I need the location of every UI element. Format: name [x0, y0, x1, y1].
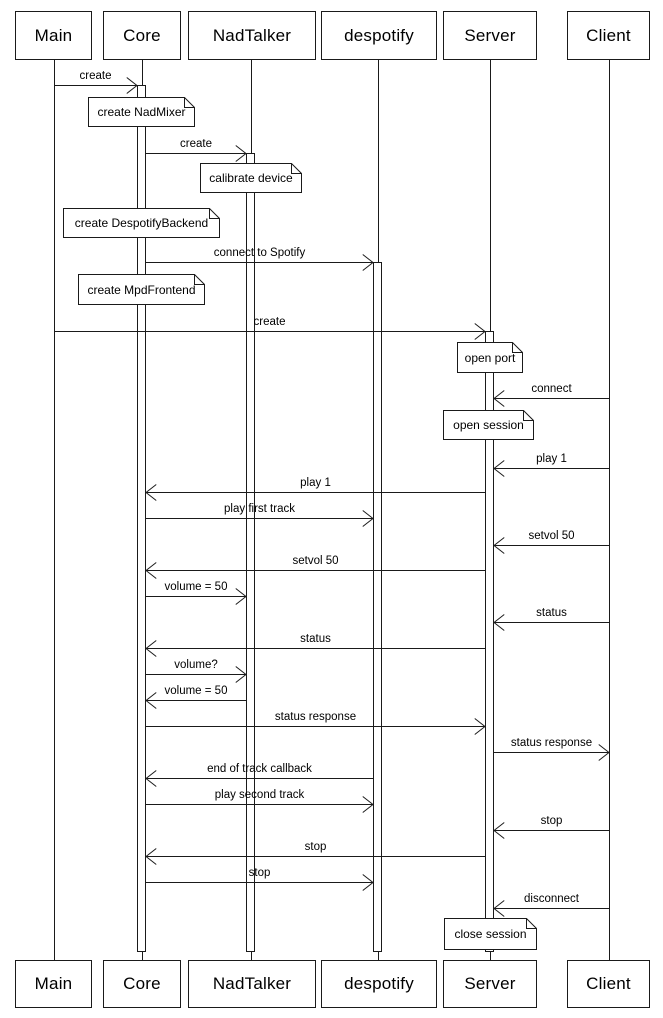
- message-line-connect: [494, 398, 609, 399]
- message-line-disconnect: [494, 908, 609, 909]
- message-label-status: status: [300, 633, 331, 645]
- participant-label: despotify: [344, 25, 414, 45]
- message-line-status: [494, 622, 609, 623]
- arrowhead-icon: [362, 804, 373, 813]
- message-label-disconnect: disconnect: [524, 893, 579, 905]
- note-open-session: [443, 410, 534, 440]
- participant-server-top: [443, 11, 537, 60]
- note-close-session: [444, 918, 537, 950]
- arrowhead-icon: [494, 908, 505, 917]
- participant-label: Core: [123, 25, 161, 45]
- message-line-create: [54, 331, 485, 332]
- message-label-stop: stop: [248, 867, 271, 879]
- message-line-stop: [146, 856, 485, 857]
- message-label-stop: stop: [304, 841, 327, 853]
- arrowhead-icon: [494, 398, 505, 407]
- participant-nadtalker-top: [188, 11, 316, 60]
- activation-despotify: [373, 262, 382, 952]
- note-label: create NadMixer: [97, 105, 186, 119]
- message-line-play-first-track: [146, 518, 373, 519]
- message-label-status-response: status response: [274, 711, 357, 723]
- arrowhead-icon: [126, 85, 137, 94]
- participant-despotify-top: [321, 11, 437, 60]
- message-line-connect-to-spotify: [146, 262, 373, 263]
- message-label-connect-to-spotify: connect to Spotify: [213, 247, 306, 259]
- arrowhead-icon: [598, 752, 609, 761]
- arrowhead-icon: [146, 856, 157, 865]
- message-label-create: create: [180, 138, 212, 150]
- note-calibrate-device: [200, 163, 302, 193]
- note-label: close session: [454, 927, 527, 941]
- note-label: create DespotifyBackend: [74, 216, 209, 230]
- message-label-volume: volume?: [174, 659, 218, 671]
- arrowhead-icon: [474, 726, 485, 735]
- participant-main-top: [15, 11, 92, 60]
- message-line-stop: [494, 830, 609, 831]
- arrowhead-icon: [146, 648, 157, 657]
- message-line-setvol-50: [146, 570, 485, 571]
- arrowhead-icon: [494, 622, 505, 631]
- arrowhead-icon: [146, 778, 157, 787]
- arrowhead-icon: [494, 468, 505, 477]
- activation-nadtalker: [246, 153, 255, 952]
- message-label-setvol-50: setvol 50: [528, 530, 575, 542]
- message-label-create: create: [253, 316, 286, 328]
- message-line-status-response: [146, 726, 485, 727]
- message-line-create: [146, 153, 246, 154]
- message-line-status-response: [494, 752, 609, 753]
- message-line-volume-50: [146, 596, 246, 597]
- participant-core-bottom: [103, 960, 181, 1008]
- note-create-nadmixer: [88, 97, 195, 127]
- arrowhead-icon: [494, 830, 505, 839]
- message-label-stop: stop: [540, 815, 563, 827]
- participant-label: Main: [34, 974, 73, 993]
- participant-label: NadTalker: [212, 25, 292, 45]
- message-line-status: [146, 648, 485, 649]
- note-create-despotifybackend: [63, 208, 220, 238]
- participant-despotify-bottom: [321, 960, 437, 1008]
- arrowhead-icon: [362, 262, 373, 271]
- arrowhead-icon: [146, 700, 157, 709]
- message-label-volume-50: volume = 50: [164, 581, 228, 593]
- participant-client-top: [567, 11, 650, 60]
- lifeline-client: [609, 60, 610, 961]
- participant-label: Server: [464, 25, 516, 45]
- arrowhead-icon: [146, 570, 157, 579]
- participant-label: Main: [34, 25, 73, 45]
- message-label-end-of-track-callback: end of track callback: [207, 763, 312, 775]
- arrowhead-icon: [146, 492, 157, 501]
- message-line-volume-50: [146, 700, 246, 701]
- arrowhead-icon: [474, 331, 485, 340]
- message-line-volume: [146, 674, 246, 675]
- note-open-port: [457, 342, 523, 373]
- participant-label: despotify: [344, 974, 414, 993]
- message-label-play-1: play 1: [300, 477, 331, 489]
- message-label-status-response: status response: [510, 737, 593, 749]
- message-line-play-1: [494, 468, 609, 469]
- message-label-volume-50: volume = 50: [164, 685, 228, 697]
- note-create-mpdfrontend: [78, 274, 205, 305]
- message-label-create: create: [79, 70, 112, 82]
- message-line-setvol-50: [494, 545, 609, 546]
- message-label-status: status: [536, 607, 567, 619]
- note-label: create MpdFrontend: [87, 282, 196, 297]
- participant-client-bottom: [567, 960, 650, 1008]
- message-label-play-first-track: play first track: [224, 503, 295, 515]
- participant-label: Core: [123, 974, 161, 993]
- message-line-play-second-track: [146, 804, 373, 805]
- message-line-play-1: [146, 492, 485, 493]
- arrowhead-icon: [235, 596, 246, 605]
- participant-core-top: [103, 11, 181, 60]
- participant-label: Client: [586, 25, 631, 45]
- message-line-create: [54, 85, 137, 86]
- note-label: calibrate device: [209, 171, 293, 185]
- note-label: open session: [453, 418, 524, 432]
- arrowhead-icon: [235, 153, 246, 162]
- participant-label: Server: [464, 974, 516, 993]
- message-line-stop: [146, 882, 373, 883]
- message-line-end-of-track-callback: [146, 778, 373, 779]
- arrowhead-icon: [235, 674, 246, 683]
- participant-main-bottom: [15, 960, 92, 1008]
- participant-label: NadTalker: [212, 974, 292, 993]
- message-label-connect: connect: [531, 383, 572, 395]
- note-label: open port: [464, 350, 516, 365]
- message-label-play-second-track: play second track: [214, 789, 305, 801]
- arrowhead-icon: [362, 518, 373, 527]
- participant-nadtalker-bottom: [188, 960, 316, 1008]
- message-label-play-1: play 1: [536, 453, 567, 465]
- arrowhead-icon: [362, 882, 373, 891]
- arrowhead-icon: [494, 545, 505, 554]
- lifeline-main: [54, 60, 55, 961]
- participant-server-bottom: [443, 960, 537, 1008]
- participant-label: Client: [586, 974, 631, 993]
- message-label-setvol-50: setvol 50: [292, 555, 339, 567]
